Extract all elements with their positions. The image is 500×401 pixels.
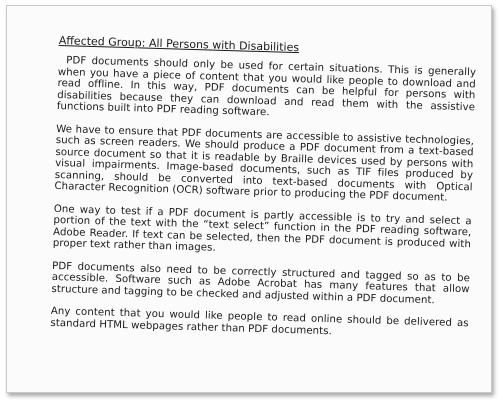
document-body	[50, 34, 477, 352]
paragraph-text-select-test: One way to test if a PDF document is partly accessible is to try and select a portion of the text with the “text select” function in the PDF reading software, Adobe Reader. If text can be selected, then the PDF document is produced with proper text rather than images.	[52, 203, 472, 254]
paragraph-html-recommendation: Any content that you would like people to read online should be delivered as standard HTML webpages rather than PDF documents.	[50, 305, 469, 337]
paragraph-pdf-usage: PDF documents should only be used for certain situations. This is generally when you have a piece of content that you would like people to download and read offline. In this way, PDF documents can be helpful for persons with disabilities because they can download and read them with the assistive functions built into PDF reading software.	[56, 55, 477, 119]
paragraph-assistive-tech: We have to ensure that PDF documents are accessible to assistive technologies, such as screen readers. We should produce a PDF document from a text-based source document so that it is readable by Braille devices used by persons with visual impairments. Image-based documents, such as TIF files produced by scanning, should be converted into text-based documents with Optical Character Recognition (OCR) software prior to producing the PDF document.	[54, 123, 475, 204]
paragraph-structure-tagging: PDF documents also need to be correctly structured and tagged so as to be accessible. Software such as Adobe Acrobat has many features that allow structure and tagging to be checked and adjusted within a PDF document.	[51, 260, 471, 306]
scanned-document-page	[6, 5, 492, 393]
section-heading: Affected Group: All Persons with Disabilities	[58, 34, 300, 55]
